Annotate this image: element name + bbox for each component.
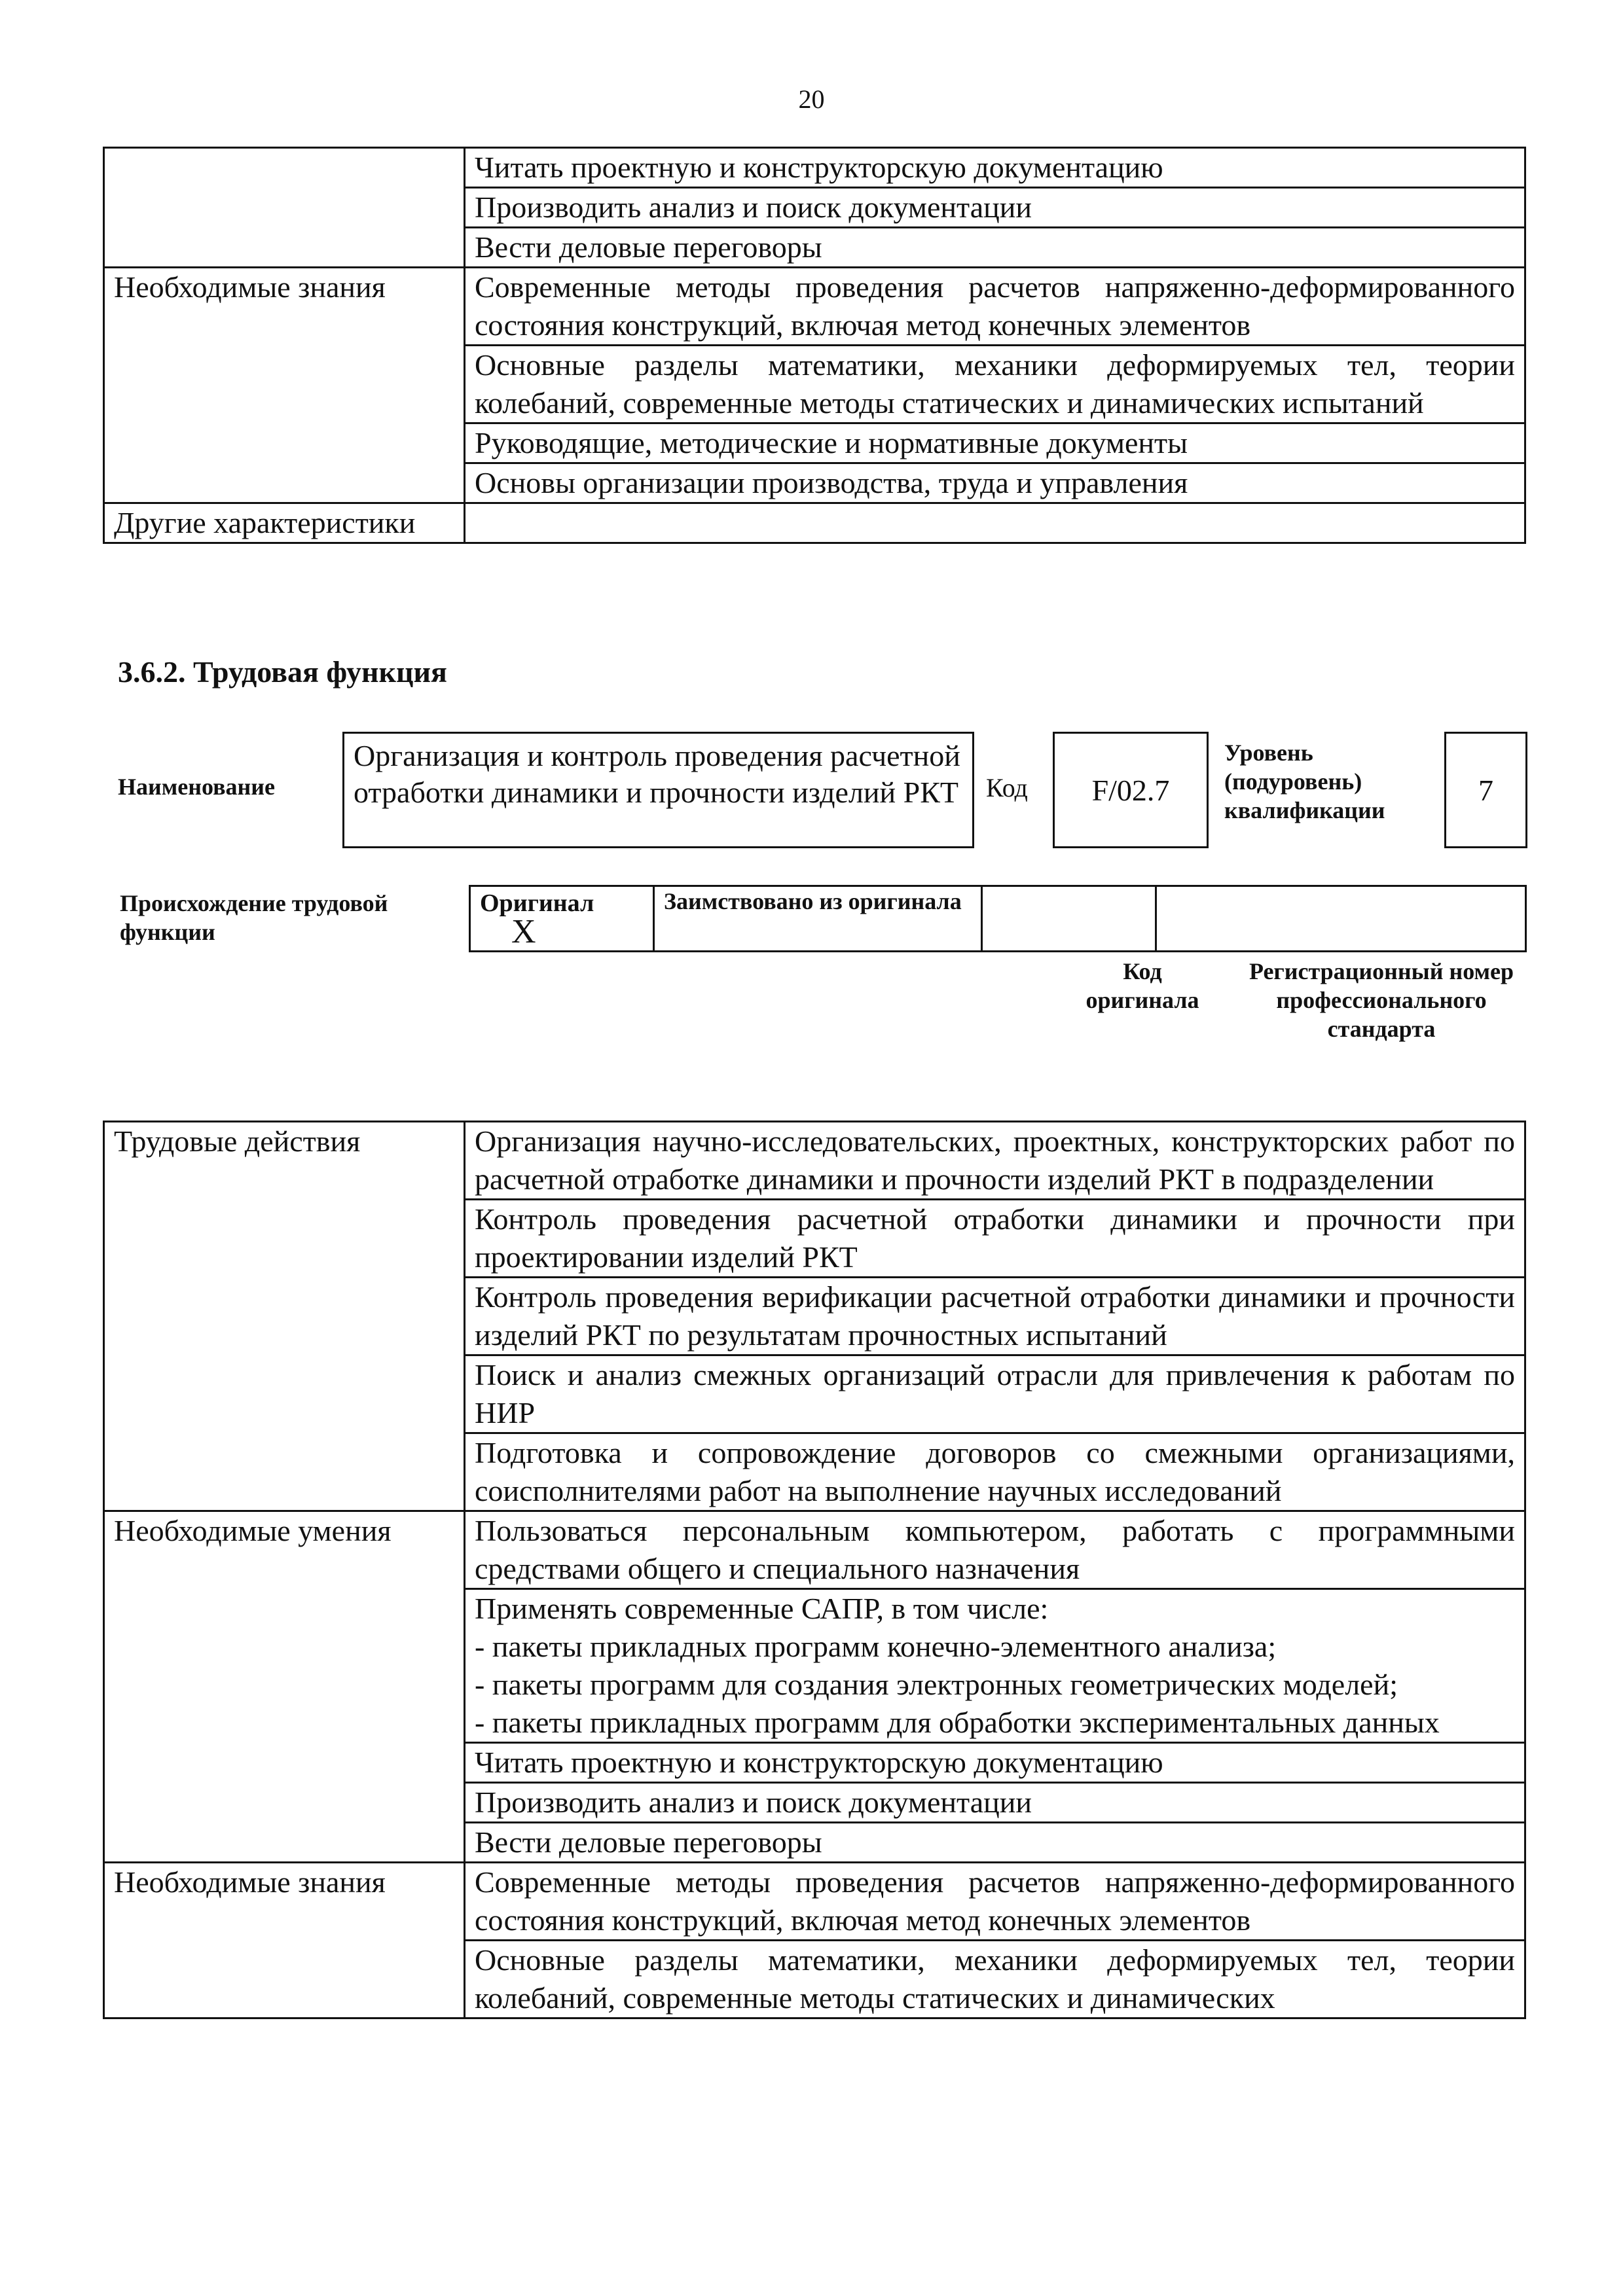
code-value-box: F/02.7 (1053, 732, 1209, 848)
row-content: Читать проектную и конструкторскую документацию (465, 1743, 1525, 1783)
cad-list-item: - пакеты прикладных программ конечно-элементного анализа; (475, 1630, 1277, 1663)
row-content (465, 503, 1525, 543)
row-content: Современные методы проведения расчетов напряженно-деформированного состояния конструкций, включая метод конечных элементов (465, 268, 1525, 346)
row-content: Основные разделы математики, механики деформируемых тел, теории колебаний, современные методы статических и динамических испытаний (465, 346, 1525, 423)
code-label: Код (986, 773, 1028, 802)
registration-caption: Регистрационный номер профессионального стандарта (1249, 958, 1514, 1042)
table-row (104, 503, 1525, 543)
row-label: Необходимые знания (104, 268, 465, 503)
row-content: Вести деловые переговоры (465, 1823, 1525, 1863)
row-content: Основные разделы математики, механики деформируемых тел, теории колебаний, современные методы статических и динамических (465, 1941, 1525, 2018)
cad-row (465, 1589, 1525, 1743)
row-label: Другие характеристики (104, 503, 465, 543)
original-label: Оригинал X (470, 886, 654, 952)
cad-intro: Применять современные САПР, в том числе: (475, 1592, 1049, 1625)
section-title: 3.6.2. Трудовая функция (118, 655, 447, 689)
row-content: Поиск и анализ смежных организаций отрасли для привлечения к работам по НИР (465, 1355, 1525, 1433)
cad-list-item: - пакеты прикладных программ для обработки экспериментальных данных (475, 1706, 1440, 1739)
row-content: Руководящие, методические и нормативные документы (465, 423, 1525, 463)
original-mark: X (511, 912, 536, 950)
row-content: Основы организации производства, труда и управления (465, 463, 1525, 503)
row-content: Организация научно-исследовательских, проектных, конструкторских работ по расчетной отработке динамики и прочности изделий РКТ в подразделении (465, 1122, 1525, 1200)
origin-label: Происхождение трудовой функции (120, 890, 388, 945)
cad-list-item: - пакеты программ для создания электронных геометрических моделей; (475, 1668, 1398, 1701)
table-row (104, 1863, 1525, 1941)
registration-number-cell (1156, 886, 1526, 952)
table-row (104, 148, 1525, 188)
origin-table (469, 885, 1527, 952)
page-number: 20 (798, 84, 825, 114)
borrowed-label: Заимствовано из оригинала (654, 886, 982, 952)
row-content: Подготовка и сопровождение договоров со смежными организациями, соисполнителями работ на выполнение научных исследований (465, 1433, 1525, 1511)
level-value-box: 7 (1444, 732, 1527, 848)
original-code-cell (982, 886, 1156, 952)
table-row (104, 268, 1525, 346)
row-content: Контроль проведения верификации расчетной отработки динамики и прочности изделий РКТ по результатам прочностных испытаний (465, 1278, 1525, 1355)
labor-function-table (103, 1121, 1526, 2019)
name-label: Наименование (118, 774, 275, 800)
row-content: Современные методы проведения расчетов напряженно-деформированного состояния конструкций, включая метод конечных элементов (465, 1863, 1525, 1941)
row-label: Необходимые знания (104, 1863, 465, 2018)
row-content: Производить анализ и поиск документации (465, 1783, 1525, 1823)
row-content: Производить анализ и поиск документации (465, 188, 1525, 228)
row-label (104, 148, 465, 268)
row-content: Пользоваться персональным компьютером, работать с программными средствами общего и специального назначения (465, 1511, 1525, 1589)
row-content: Вести деловые переговоры (465, 228, 1525, 268)
function-name-box: Организация и контроль проведения расчетной отработки динамики и прочности изделий РКТ (342, 732, 974, 848)
table-row (104, 1122, 1525, 1200)
code-caption: Код оригинала (1085, 958, 1199, 1013)
skills-knowledge-table-top (103, 147, 1526, 544)
row-label: Трудовые действия (104, 1122, 465, 1511)
row-label: Необходимые умения (104, 1511, 465, 1863)
row-content: Контроль проведения расчетной отработки динамики и прочности при проектировании изделий РКТ (465, 1200, 1525, 1278)
level-label: Уровень (подуровень) квалификации (1224, 740, 1385, 823)
row-content: Читать проектную и конструкторскую документацию (465, 148, 1525, 188)
table-row (104, 1511, 1525, 1589)
